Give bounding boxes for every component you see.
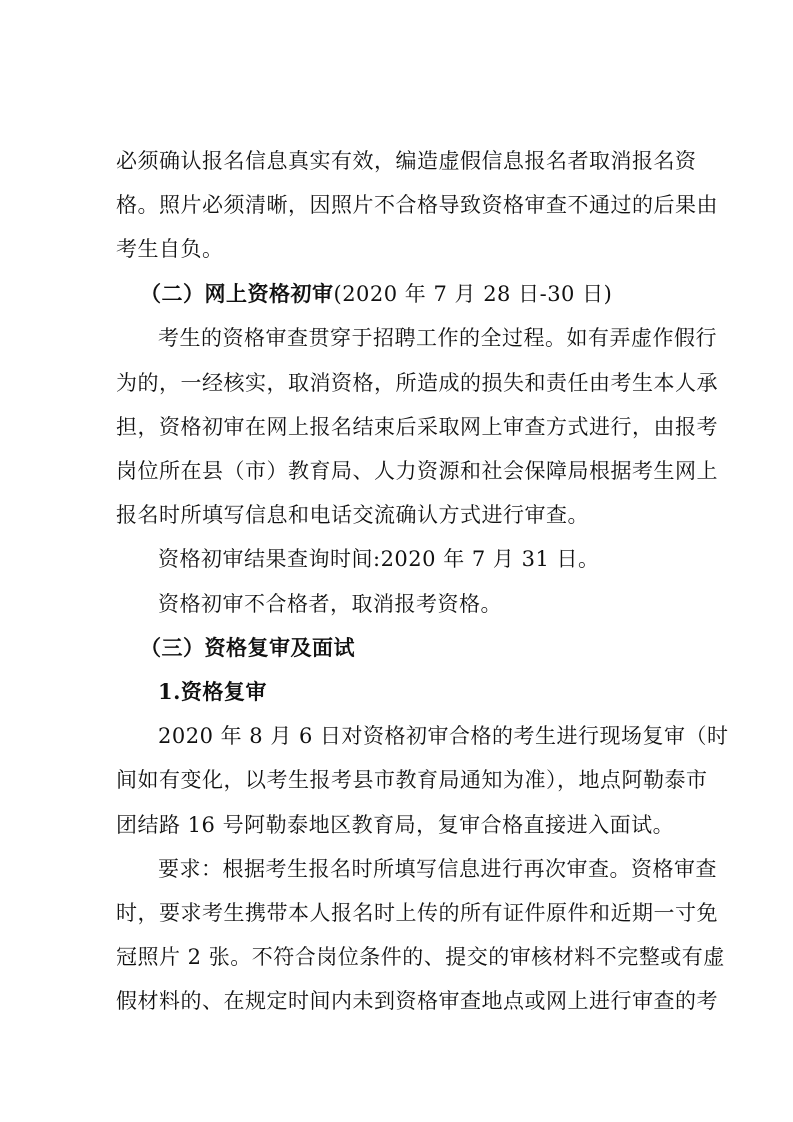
paragraph-line: 岗位所在县（市）教育局、人力资源和社会保障局根据考生网上 [116,459,718,483]
paragraph-line: 必须确认报名信息真实有效，编造虚假信息报名者取消报名资 [116,149,697,173]
paragraph-line: 担，资格初审在网上报名结束后采取网上审查方式进行，由报考 [116,415,718,439]
section-heading-2-date: (2020 年 7 月 28 日-30 日) [333,282,613,306]
paragraph-line: 2020 年 8 月 6 日对资格初审合格的考生进行现场复审（时 [158,724,729,748]
paragraph-line: 假材料的、在规定时间内未到资格审查地点或网上进行审查的考 [116,989,718,1013]
section-heading-2 [140,279,612,309]
paragraph-line: 格。照片必须清晰，因照片不合格导致资格审查不通过的后果由 [116,193,718,217]
paragraph-line: 考生自负。 [116,237,224,261]
subsection-heading: 1.资格复审 [158,679,267,704]
section-heading-2-title: （二）网上资格初审 [140,281,334,306]
paragraph-line: 为的，一经核实，取消资格，所造成的损失和责任由考生本人承 [116,371,718,395]
section-heading-3: （三）资格复审及面试 [140,635,355,660]
paragraph-line: 资格初审结果查询时间:2020 年 7 月 31 日。 [158,547,600,571]
paragraph-line: 要求：根据考生报名时所填写信息进行再次审查。资格审查 [158,857,717,881]
paragraph-line: 时，要求考生携带本人报名时上传的所有证件原件和近期一寸免 [116,901,718,925]
paragraph-line: 资格初审不合格者，取消报考资格。 [158,592,502,616]
paragraph-line: 团结路 16 号阿勒泰地区教育局，复审合格直接进入面试。 [116,813,675,837]
paragraph-line: 报名时所填写信息和电话交流确认方式进行审查。 [116,503,589,527]
paragraph-line: 冠照片 2 张。不符合岗位条件的、提交的审核材料不完整或有虚 [116,945,725,969]
paragraph-line: 考生的资格审查贯穿于招聘工作的全过程。如有弄虚作假行 [158,326,717,350]
paragraph-line: 间如有变化，以考生报考县市教育局通知为准），地点阿勒泰市 [116,768,708,792]
